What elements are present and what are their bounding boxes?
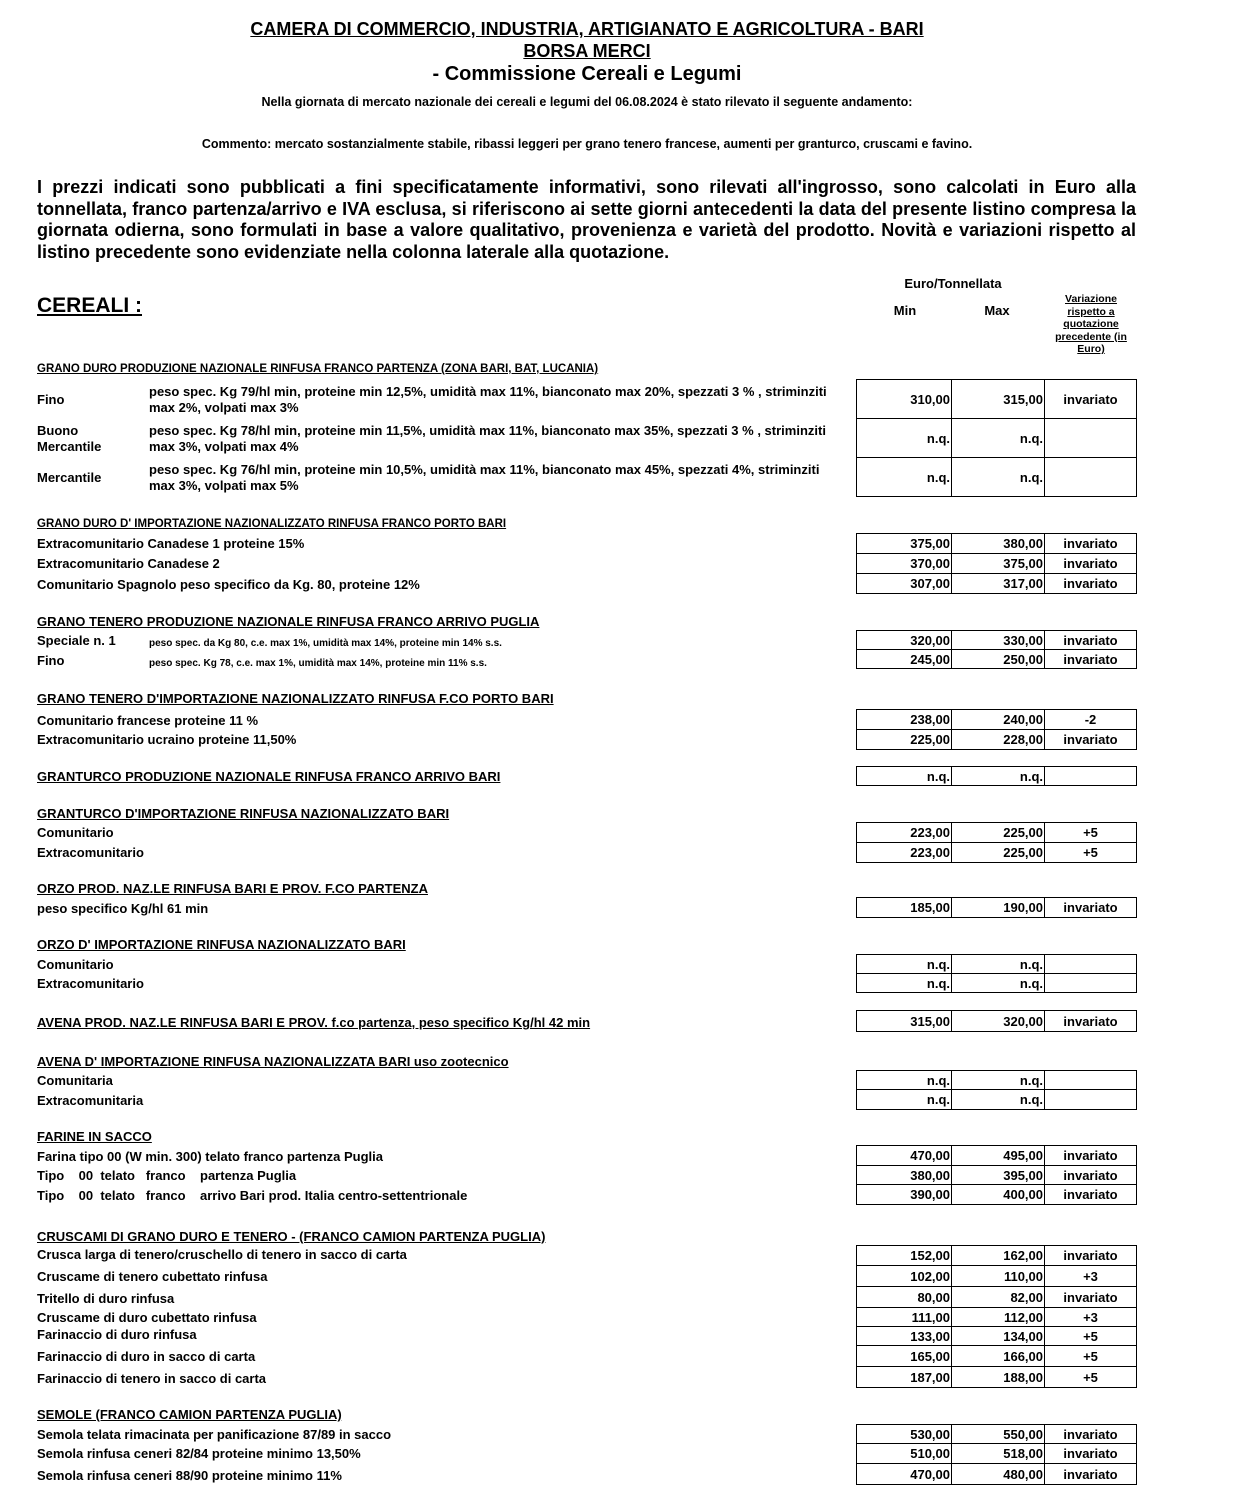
row-label: Extracomunitario <box>37 976 144 991</box>
price-max: 550,00 <box>952 1425 1045 1443</box>
price-max: 110,00 <box>952 1266 1045 1286</box>
section-title: GRANO DURO PRODUZIONE NAZIONALE RINFUSA FRANCO PARTENZA (ZONA BARI, BAT, LUCANIA) <box>37 363 599 375</box>
price-row <box>856 1089 1137 1110</box>
price-min: 80,00 <box>857 1287 952 1307</box>
price-variation: invariato <box>1063 1248 1118 1263</box>
row-label: Extracomunitario ucraino proteine 11,50% <box>37 732 297 747</box>
price-max: n.q. <box>952 1090 1045 1109</box>
price-min: 380,00 <box>857 1166 952 1184</box>
row-label: Cruscame di tenero cubettato rinfusa <box>37 1269 268 1284</box>
price-max: 166,00 <box>952 1346 1045 1366</box>
price-row <box>856 1265 1137 1287</box>
price-max: 250,00 <box>952 650 1045 668</box>
price-variation: invariato <box>1063 1289 1118 1305</box>
row-label: Cruscame di duro cubettato rinfusa <box>37 1310 257 1325</box>
row-description: peso spec. da Kg 80, c.e. max 1%, umidità max 14%, proteine min 14% s.s. <box>149 638 502 649</box>
price-max: 188,00 <box>952 1367 1045 1387</box>
chamber-title: CAMERA DI COMMERCIO, INDUSTRIA, ARTIGIANATO E AGRICOLTURA - BARI <box>250 19 924 39</box>
variation-column-header: Variazione rispetto a quotazione precedente (in Euro) <box>1055 293 1127 355</box>
price-variation: invariato <box>1063 1167 1118 1183</box>
price-variation: invariato <box>1063 1426 1118 1442</box>
price-min: 320,00 <box>857 631 952 649</box>
price-variation: +5 <box>1083 825 1098 840</box>
row-label: Comunitario francese proteine 11 % <box>37 713 259 728</box>
price-max: 225,00 <box>952 823 1045 842</box>
price-variation <box>1045 419 1136 457</box>
row-description: peso spec. Kg 78/hl min, proteine min 11,5%, umidità max 11%, bianconato max 35%, spezzati 3 % , striminziti max 3%, volpati max 4% <box>149 423 826 454</box>
price-variation: invariato <box>1063 556 1118 571</box>
price-row <box>856 842 1137 863</box>
price-row <box>856 573 1137 594</box>
section-title: AVENA D' IMPORTAZIONE RINFUSA NAZIONALIZZATA BARI uso zootecnico <box>37 1054 509 1069</box>
price-row <box>856 766 1137 786</box>
price-min: 238,00 <box>857 710 952 729</box>
intro-text: Nella giornata di mercato nazionale dei cereali e legumi del 06.08.2024 è stato rilevato il seguente andamento: <box>261 95 913 109</box>
price-min: 133,00 <box>857 1327 952 1345</box>
price-variation: invariato <box>1063 732 1118 747</box>
price-max: 82,00 <box>952 1287 1045 1307</box>
price-max: 518,00 <box>952 1444 1045 1463</box>
row-label: Extracomunitario Canadese 2 <box>37 556 220 571</box>
row-label: Extracomunitario <box>37 845 144 860</box>
price-max: 228,00 <box>952 730 1045 749</box>
price-max: 400,00 <box>952 1185 1045 1204</box>
max-column-header: Max <box>984 303 1010 318</box>
price-max: n.q. <box>952 767 1045 785</box>
price-max: 162,00 <box>952 1246 1045 1265</box>
row-label: Mercantile <box>37 470 102 485</box>
price-row <box>856 1165 1137 1185</box>
price-min: 165,00 <box>857 1346 952 1366</box>
price-row <box>856 1463 1137 1485</box>
price-max: 480,00 <box>952 1464 1045 1484</box>
price-variation: invariato <box>1063 632 1118 648</box>
row-label: Farinaccio di tenero in sacco di carta <box>37 1371 267 1386</box>
price-min: n.q. <box>857 1090 952 1109</box>
row-label: Farinaccio di duro in sacco di carta <box>37 1349 256 1364</box>
section-title: GRANTURCO PRODUZIONE NAZIONALE RINFUSA FRANCO ARRIVO BARI <box>37 769 501 784</box>
price-min: 245,00 <box>857 650 952 668</box>
price-variation: +3 <box>1083 1268 1098 1284</box>
price-row <box>856 379 1137 419</box>
section-title: AVENA PROD. NAZ.LE RINFUSA BARI E PROV. f.co partenza, peso specifico Kg/hl 42 min <box>37 1015 591 1030</box>
row-label: Tipo 00 telato franco partenza Puglia <box>37 1168 297 1183</box>
price-row <box>856 533 1137 554</box>
price-row <box>856 1424 1137 1444</box>
section-title: GRANO TENERO PRODUZIONE NAZIONALE RINFUSA FRANCO ARRIVO PUGLIA <box>37 614 540 629</box>
section-title: SEMOLE (FRANCO CAMION PARTENZA PUGLIA) <box>37 1407 342 1422</box>
price-min: 510,00 <box>857 1444 952 1463</box>
price-max: n.q. <box>952 955 1045 973</box>
commission-title: - Commissione Cereali e Legumi <box>432 63 742 85</box>
section-title: GRANTURCO D'IMPORTAZIONE RINFUSA NAZIONALIZZATO BARI <box>37 806 450 821</box>
borsa-merci-title: BORSA MERCI <box>523 41 651 61</box>
section-title: CRUSCAMI DI GRANO DURO E TENERO - (FRANCO CAMION PARTENZA PUGLIA) <box>37 1229 546 1244</box>
price-variation <box>1045 974 1136 992</box>
price-variation: -2 <box>1084 712 1097 727</box>
price-max: n.q. <box>952 974 1045 992</box>
price-min: 470,00 <box>857 1146 952 1165</box>
row-label: Semola rinfusa ceneri 82/84 proteine minimo 13,50% <box>37 1446 361 1461</box>
row-label: Farinaccio di duro rinfusa <box>37 1327 197 1342</box>
price-min: 223,00 <box>857 843 952 862</box>
section-title: ORZO PROD. NAZ.LE RINFUSA BARI E PROV. F.CO PARTENZA <box>37 881 428 896</box>
price-min: 102,00 <box>857 1266 952 1286</box>
row-description: peso spec. Kg 76/hl min, proteine min 10,5%, umidità max 11%, bianconato max 45%, spezzati 4%, striminziti max 3%, volpati max 5% <box>149 462 820 493</box>
price-variation <box>1045 767 1136 785</box>
row-label: Comunitario Spagnolo peso specifico da Kg. 80, proteine 12% <box>37 577 420 592</box>
row-label: Tritello di duro rinfusa <box>37 1291 175 1306</box>
row-label: peso specifico Kg/hl 61 min <box>37 901 209 916</box>
row-label: Comunitaria <box>37 1073 113 1088</box>
price-variation <box>1045 458 1136 496</box>
row-description: peso spec. Kg 79/hl min, proteine min 12,5%, umidità max 11%, bianconato max 20%, spezzati 3 % , striminziti max 2%, volpati max 3% <box>149 384 827 415</box>
row-label: Extracomunitario Canadese 1 proteine 15% <box>37 536 305 551</box>
price-row <box>856 897 1137 918</box>
price-row <box>856 973 1137 993</box>
price-max: 225,00 <box>952 843 1045 862</box>
price-variation: invariato <box>1063 1187 1118 1202</box>
price-variation: invariato <box>1063 1148 1118 1163</box>
price-row <box>856 1443 1137 1464</box>
price-max: 317,00 <box>952 574 1045 593</box>
price-min: 307,00 <box>857 574 952 593</box>
price-min: 530,00 <box>857 1425 952 1443</box>
price-variation: +3 <box>1083 1309 1098 1325</box>
price-min: 152,00 <box>857 1246 952 1265</box>
price-max: 134,00 <box>952 1327 1045 1345</box>
price-variation <box>1045 955 1136 973</box>
price-row <box>856 709 1137 730</box>
disclaimer-paragraph: I prezzi indicati sono pubblicati a fini specificatamente informativi, sono rilevati all'ingrosso, sono calcolati in Euro alla tonnellata, franco partenza/arrivo e IVA esclusa, si riferiscono ai sette giorni antecedenti la data del presente listino compresa la giornata odierna, sono formulati in base a valore qualitativo, provenienza e varietà del prodotto. Novità e variazioni rispetto al listino precedente sono evidenziate nella colonna laterale alla quotazione. <box>37 177 1136 262</box>
price-min: 185,00 <box>857 898 952 917</box>
price-min: 390,00 <box>857 1185 952 1204</box>
price-max: 112,00 <box>952 1308 1045 1326</box>
price-row <box>856 1184 1137 1205</box>
cereali-heading: CEREALI : <box>37 294 142 317</box>
price-row <box>856 1345 1137 1367</box>
price-max: 240,00 <box>952 710 1045 729</box>
price-row <box>856 1366 1137 1388</box>
price-max: 330,00 <box>952 631 1045 649</box>
min-column-header: Min <box>893 303 917 318</box>
price-row <box>856 1326 1137 1346</box>
price-max: n.q. <box>952 458 1045 496</box>
price-max: 190,00 <box>952 898 1045 917</box>
price-min: n.q. <box>857 974 952 992</box>
price-variation: invariato <box>1063 1446 1118 1461</box>
price-variation: invariato <box>1063 1013 1118 1029</box>
row-label: Comunitario <box>37 825 114 840</box>
price-row <box>856 822 1137 843</box>
price-row <box>856 1245 1137 1266</box>
price-min: n.q. <box>857 767 952 785</box>
price-variation: invariato <box>1063 1466 1118 1482</box>
price-min: n.q. <box>857 955 952 973</box>
price-min: n.q. <box>857 1071 952 1089</box>
price-max: 315,00 <box>952 380 1045 418</box>
price-min: 470,00 <box>857 1464 952 1484</box>
price-min: n.q. <box>857 458 952 496</box>
price-variation: +5 <box>1083 1328 1098 1344</box>
price-row <box>856 1307 1137 1327</box>
price-max: 495,00 <box>952 1146 1045 1165</box>
row-label: Speciale n. 1 <box>37 633 116 648</box>
price-min: 310,00 <box>857 380 952 418</box>
price-variation: +5 <box>1083 1348 1098 1364</box>
price-min: 370,00 <box>857 554 952 573</box>
price-row <box>856 954 1137 974</box>
price-max: n.q. <box>952 1071 1045 1089</box>
row-label: Fino <box>37 653 65 668</box>
section-title: FARINE IN SACCO <box>37 1129 152 1144</box>
row-label: Comunitario <box>37 957 114 972</box>
section-title: GRANO TENERO D'IMPORTAZIONE NAZIONALIZZATO RINFUSA F.CO PORTO BARI <box>37 691 554 706</box>
price-min: 375,00 <box>857 534 952 553</box>
row-label: Semola rinfusa ceneri 88/90 proteine minimo 11% <box>37 1468 342 1483</box>
market-comment: Commento: mercato sostanzialmente stabile, ribassi leggeri per grano tenero francese, aumenti per granturco, cruscami e favino. <box>201 137 973 151</box>
price-row <box>856 553 1137 574</box>
row-label: Crusca larga di tenero/cruschello di tenero in sacco di carta <box>37 1247 407 1262</box>
price-max: 320,00 <box>952 1011 1045 1031</box>
price-min: 225,00 <box>857 730 952 749</box>
price-row <box>856 729 1137 750</box>
price-max: n.q. <box>952 419 1045 457</box>
price-variation <box>1045 1090 1136 1109</box>
price-row <box>856 1070 1137 1090</box>
price-min: 315,00 <box>857 1011 952 1031</box>
row-label: Buono Mercantile <box>37 423 102 454</box>
section-title: ORZO D' IMPORTAZIONE RINFUSA NAZIONALIZZATO BARI <box>37 937 406 952</box>
price-variation: invariato <box>1063 391 1118 407</box>
price-row <box>856 1286 1137 1308</box>
row-label: Semola telata rimacinata per panificazione 87/89 in sacco <box>37 1427 392 1442</box>
price-min: 223,00 <box>857 823 952 842</box>
row-label: Fino <box>37 392 65 407</box>
row-description: peso spec. Kg 78, c.e. max 1%, umidità max 14%, proteine min 11% s.s. <box>149 658 487 669</box>
price-max: 380,00 <box>952 534 1045 553</box>
price-min: n.q. <box>857 419 952 457</box>
price-variation: invariato <box>1063 536 1118 551</box>
price-variation: invariato <box>1063 900 1118 915</box>
price-row <box>856 630 1137 650</box>
price-row <box>856 418 1137 458</box>
price-variation: invariato <box>1063 576 1118 591</box>
section-title: GRANO DURO D' IMPORTAZIONE NAZIONALIZZATO RINFUSA FRANCO PORTO BARI <box>37 518 507 530</box>
price-min: 111,00 <box>857 1308 952 1326</box>
price-max: 395,00 <box>952 1166 1045 1184</box>
row-label: Tipo 00 telato franco arrivo Bari prod. Italia centro-settentrionale <box>37 1188 468 1203</box>
price-row <box>856 649 1137 669</box>
row-label: Extracomunitaria <box>37 1093 144 1108</box>
unit-header: Euro/Tonnellata <box>904 276 1002 291</box>
price-min: 187,00 <box>857 1367 952 1387</box>
price-variation: +5 <box>1083 1369 1098 1385</box>
price-max: 375,00 <box>952 554 1045 573</box>
row-label: Farina tipo 00 (W min. 300) telato franco partenza Puglia <box>37 1149 384 1164</box>
price-row <box>856 1010 1137 1032</box>
price-variation: invariato <box>1063 651 1118 667</box>
price-variation <box>1045 1071 1136 1089</box>
price-row <box>856 457 1137 497</box>
price-row <box>856 1145 1137 1166</box>
price-variation: +5 <box>1083 845 1098 860</box>
